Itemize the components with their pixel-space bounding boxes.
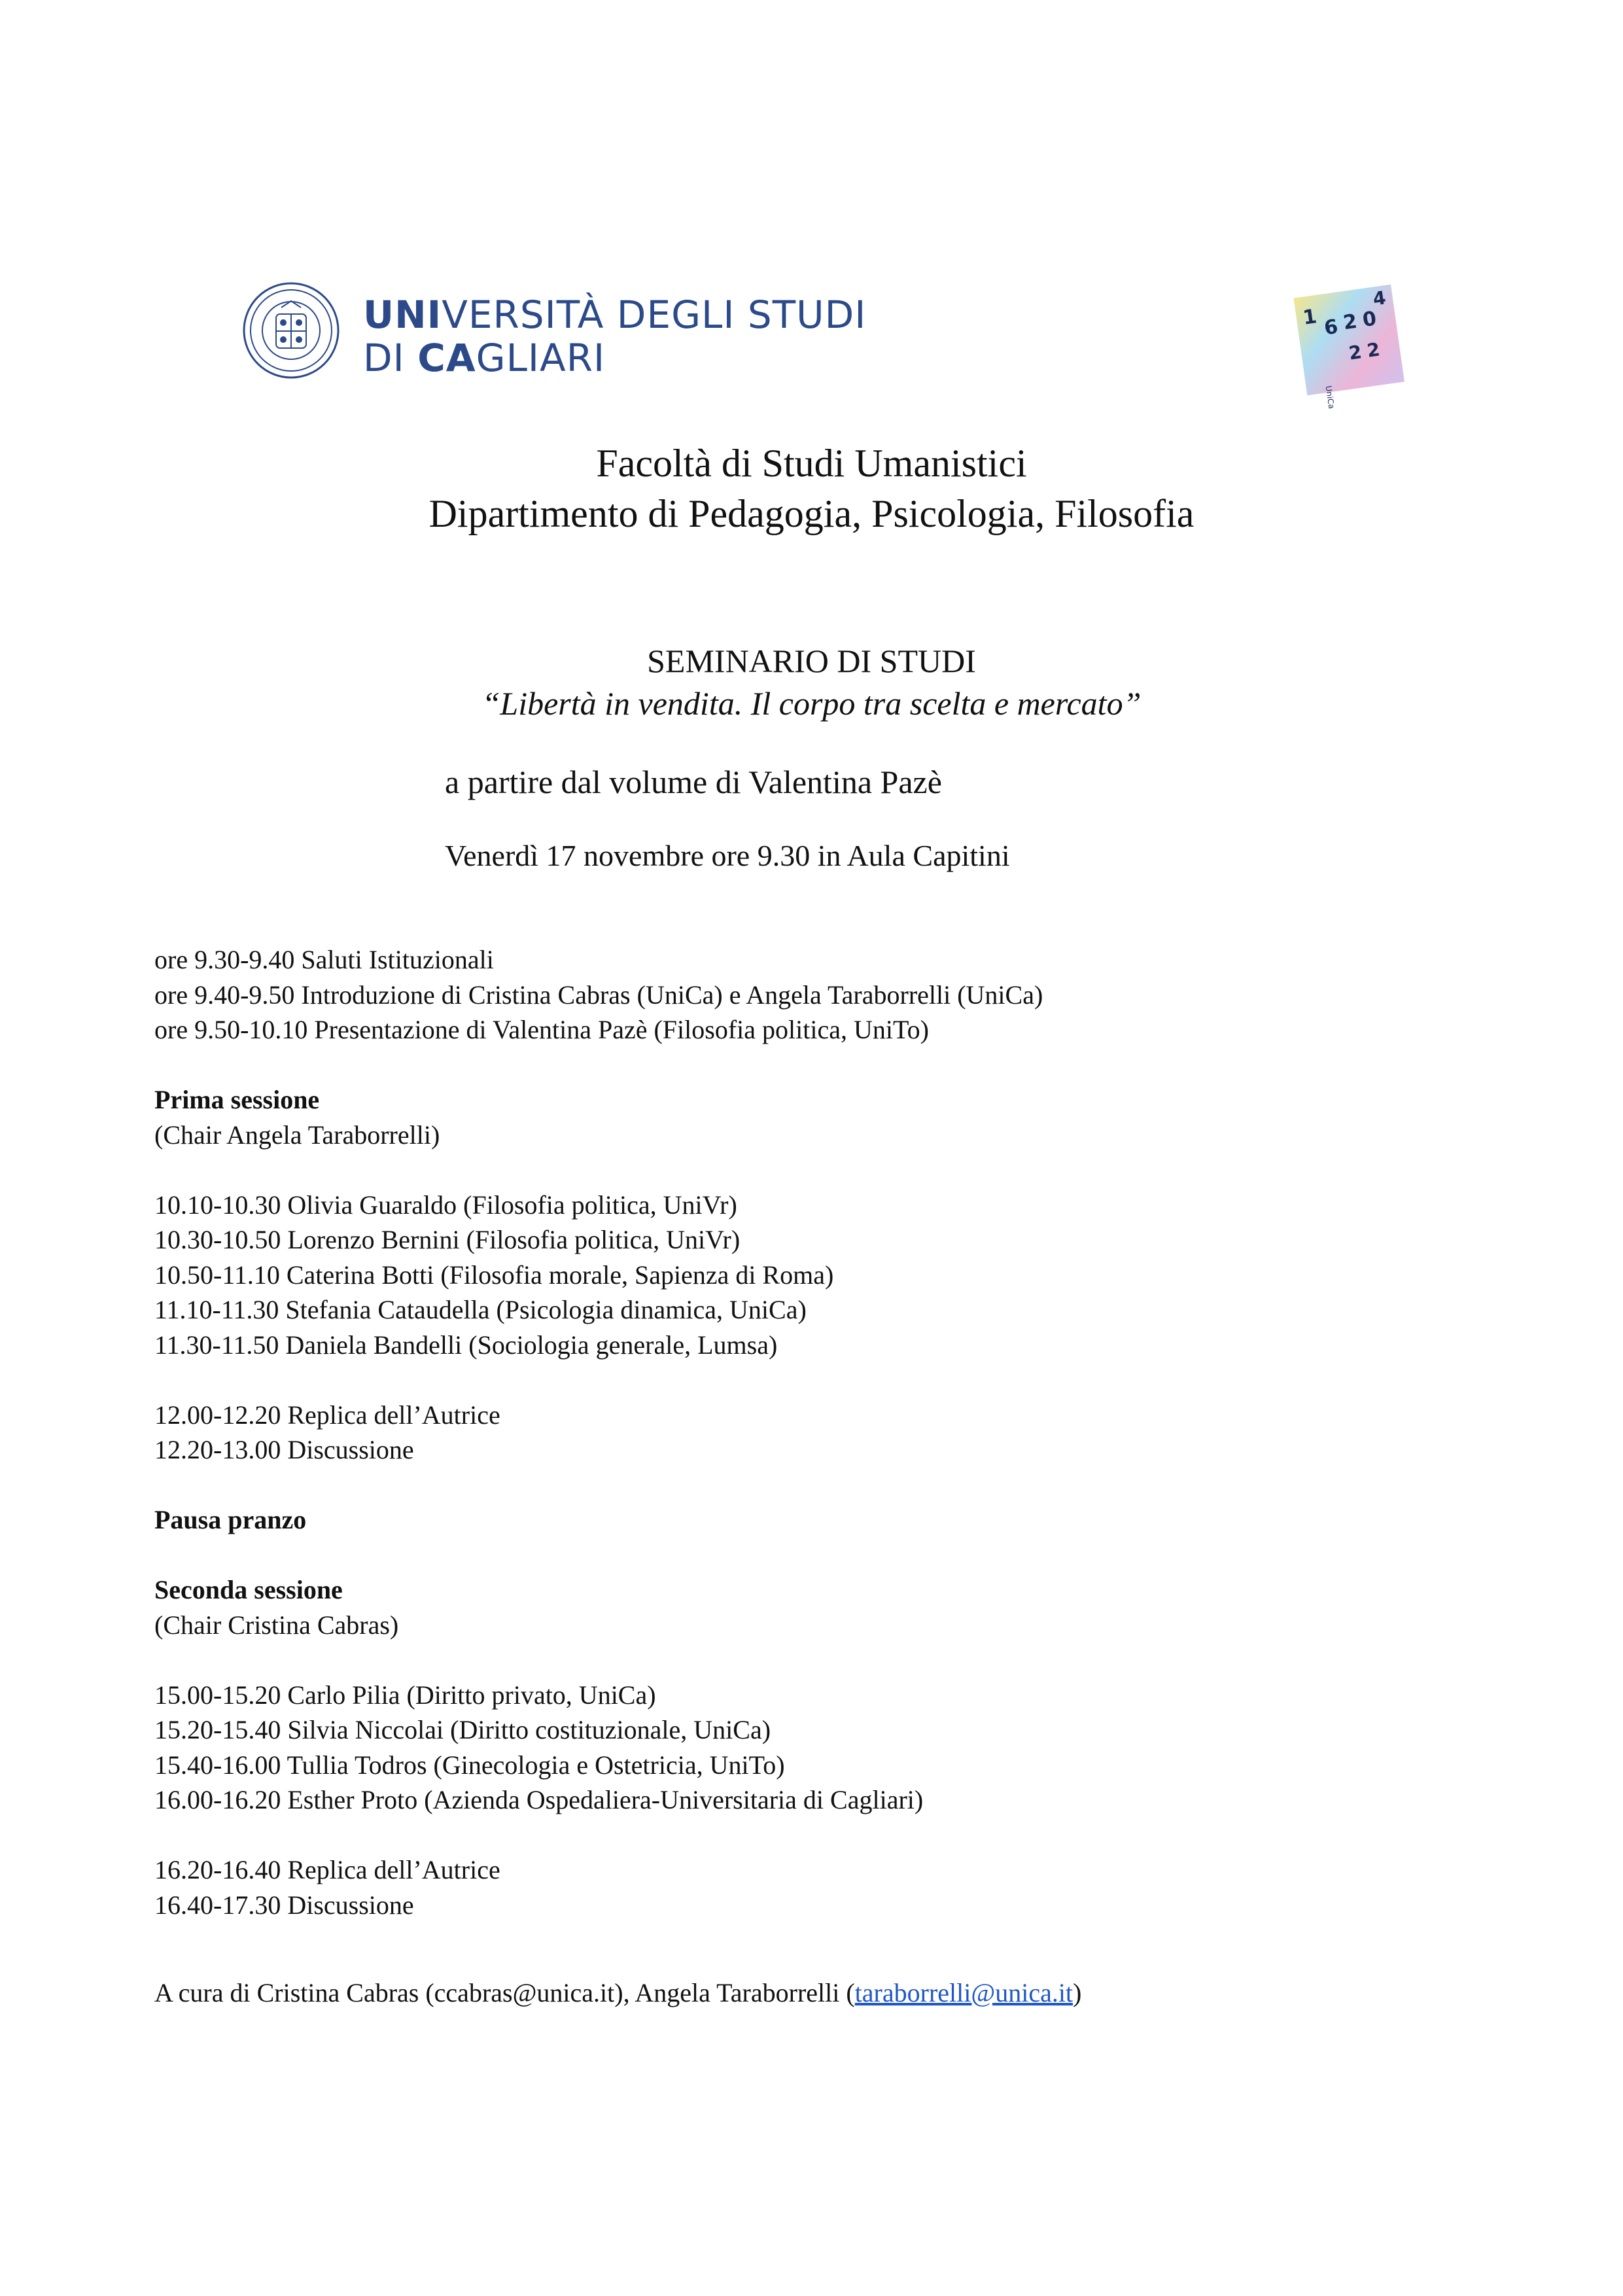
- lunch-break: Pausa pranzo: [154, 1505, 307, 1534]
- seminar-title: “Libertà in vendita. Il corpo tra scelta e mercato”: [481, 685, 1142, 722]
- university-logo: [242, 275, 867, 386]
- program-item: ore 9.40-9.50 Introduzione di Cristina Cabras (UniCa) e Angela Taraborrelli (UniCa): [154, 980, 1043, 1010]
- anniversary-logo-icon: [1276, 278, 1420, 429]
- program-item: ore 9.30-9.40 Saluti Istituzionali: [154, 945, 494, 974]
- department-title: Dipartimento di Pedagogia, Psicologia, Filosofia: [428, 492, 1195, 535]
- program-item: 15.20-15.40 Silvia Niccolai (Diritto costituzionale, UniCa): [154, 1715, 771, 1744]
- footer-suffix: ): [1073, 1978, 1082, 2007]
- program-item: 12.00-12.20 Replica dell’Autrice: [154, 1400, 500, 1430]
- university-name-line1: UNIVERSITÀ DEGLI STUDI: [363, 292, 867, 337]
- session1-title: Prima sessione: [154, 1085, 320, 1114]
- svg-text:6: 6: [1322, 315, 1340, 340]
- program-item: 16.00-16.20 Esther Proto (Azienda Ospedaliera-Universitaria di Cagliari): [154, 1785, 924, 1814]
- svg-text:1: 1: [1301, 305, 1318, 330]
- program: [154, 942, 1463, 1922]
- footer-text: A cura di Cristina Cabras (ccabras@unica.it), Angela Taraborrelli (: [154, 1978, 855, 2007]
- university-seal-icon: [242, 281, 340, 380]
- program-item: 15.00-15.20 Carlo Pilia (Diritto privato, UniCa): [154, 1680, 656, 1710]
- program-item: ore 9.50-10.10 Presentazione di Valentina Pazè (Filosofia politica, UniTo): [154, 1015, 929, 1044]
- svg-text:0: 0: [1361, 307, 1378, 332]
- anniversary-logo: [1276, 278, 1420, 429]
- faculty-title: Facoltà di Studi Umanistici: [596, 442, 1027, 485]
- program-item: 12.20-13.00 Discussione: [154, 1435, 414, 1464]
- svg-text:2: 2: [1342, 309, 1359, 335]
- seminar-label: SEMINARIO DI STUDI: [647, 643, 976, 679]
- svg-text:UniCa: UniCa: [1323, 385, 1336, 410]
- email-link[interactable]: taraborrelli@unica.it: [854, 1978, 1073, 2007]
- program-item: 16.20-16.40 Replica dell’Autrice: [154, 1855, 500, 1884]
- program-item: 15.40-16.00 Tullia Todros (Ginecologia e Ostetricia, UniTo): [154, 1750, 785, 1780]
- program-item: 16.40-17.30 Discussione: [154, 1890, 414, 1920]
- program-item: 10.30-10.50 Lorenzo Bernini (Filosofia politica, UniVr): [154, 1225, 741, 1254]
- session2-title: Seconda sessione: [154, 1575, 343, 1604]
- seminar-date: Venerdì 17 novembre ore 9.30 in Aula Capitini: [445, 839, 1010, 872]
- program-item: 10.50-11.10 Caterina Botti (Filosofia morale, Sapienza di Roma): [154, 1260, 834, 1290]
- session1-chair: (Chair Angela Taraborrelli): [154, 1120, 440, 1150]
- svg-text:2: 2: [1347, 341, 1363, 364]
- university-name-line2: DI CAGLIARI: [363, 336, 606, 380]
- program-item: 10.10-10.30 Olivia Guaraldo (Filosofia politica, UniVr): [154, 1190, 737, 1220]
- seminar-volume: a partire dal volume di Valentina Pazè: [445, 764, 942, 800]
- svg-text:4: 4: [1371, 287, 1387, 310]
- session2-chair: (Chair Cristina Cabras): [154, 1610, 399, 1640]
- program-item: 11.10-11.30 Stefania Cataudella (Psicologia dinamica, UniCa): [154, 1295, 807, 1324]
- svg-text:2: 2: [1365, 338, 1382, 362]
- organizers-footer: [154, 1980, 1081, 2006]
- program-item: 11.30-11.50 Daniela Bandelli (Sociologia generale, Lumsa): [154, 1330, 778, 1360]
